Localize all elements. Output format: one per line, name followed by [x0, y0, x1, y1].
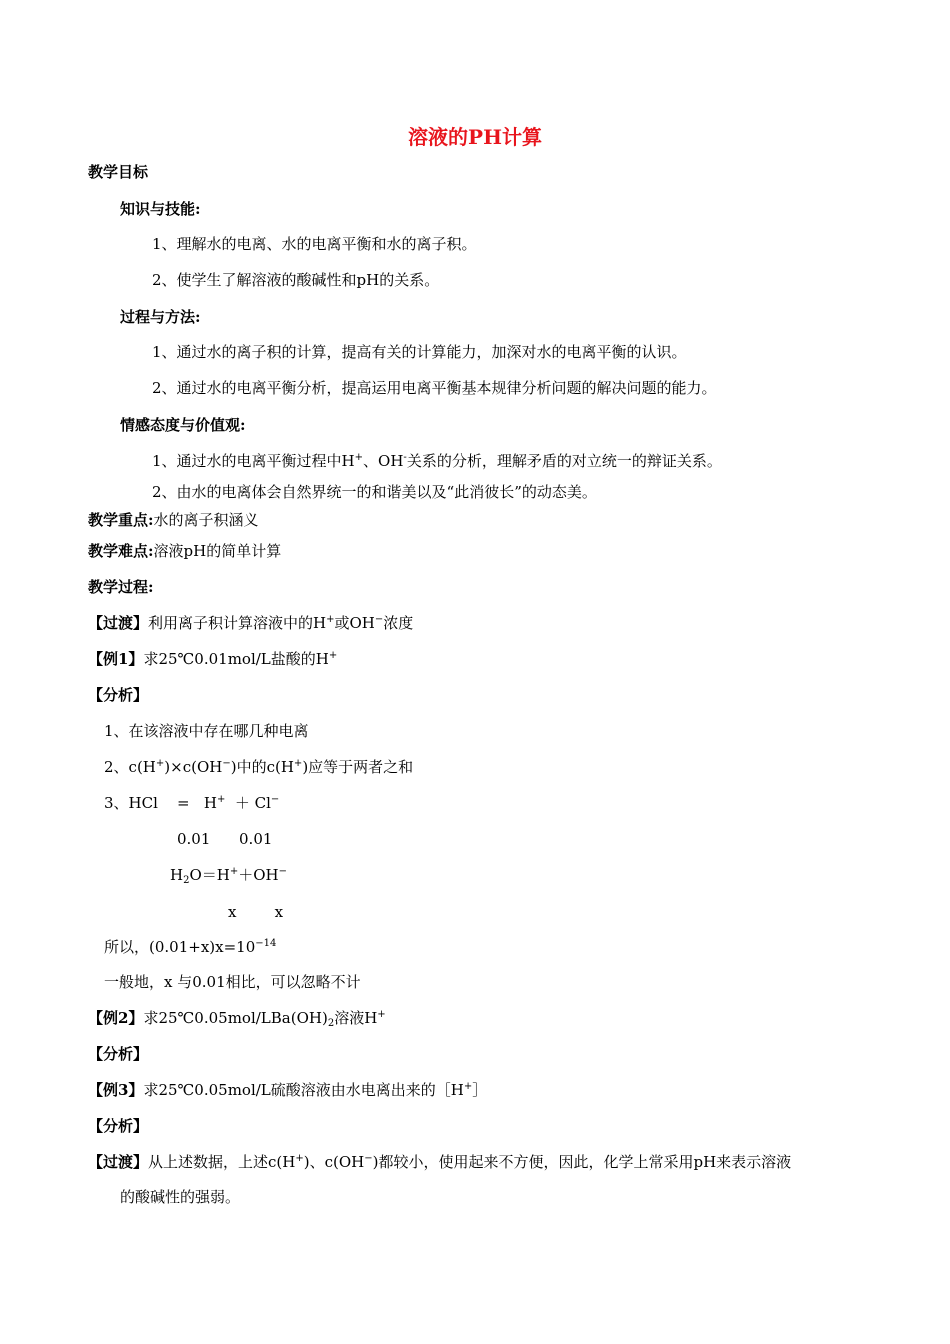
attitude-item-1: 1、通过水的电离平衡过程中H+、OH-关系的分析，理解矛盾的对立统一的辩证关系。: [152, 452, 722, 470]
document-title: 溶液的PH计算: [408, 125, 542, 149]
knowledge-heading: 知识与技能:: [120, 200, 201, 218]
difficulty: 教学难点:溶液pH的简单计算: [88, 542, 282, 560]
transition-1: 【过渡】利用离子积计算溶液中的H+或OH−浓度: [88, 614, 414, 632]
analysis-item-2: 2、c(H+)×c(OH−)中的c(H+)应等于两者之和: [104, 758, 414, 776]
example-1: 【例1】求25℃0.01mol/L盐酸的H+: [88, 650, 338, 668]
attitude-heading: 情感态度与价值观:: [120, 416, 246, 434]
knowledge-item-1: 1、理解水的电离、水的电离平衡和水的离子积。: [152, 235, 477, 253]
process-method-heading: 过程与方法:: [120, 308, 201, 326]
knowledge-item-2: 2、使学生了解溶液的酸碱性和pH的关系。: [152, 271, 440, 289]
analysis-tag-3: 【分析】: [88, 1117, 149, 1135]
example-3: 【例3】求25℃0.05mol/L硫酸溶液由水电离出来的［H+］: [88, 1081, 488, 1099]
process-method-item-1: 1、通过水的离子积的计算，提高有关的计算能力，加深对水的电离平衡的认识。: [152, 343, 687, 361]
transition-2-continued: 的酸碱性的强弱。: [120, 1188, 241, 1206]
hcl-concentrations: 0.01 0.01: [177, 830, 273, 848]
water-equation: $H_2O=H^++OH^-$: [170, 866, 288, 886]
attitude-item-2: 2、由水的电离体会自然界统一的和谐美以及“此消彼长”的动态美。: [152, 483, 597, 501]
analysis-item-1: 1、在该溶液中存在哪几种电离: [104, 722, 309, 740]
example-2: 【例2】求$25℃0.05mol/LBa(OH)_2$溶液H+: [88, 1009, 386, 1029]
key-point: 教学重点:水的离子积涵义: [88, 511, 259, 529]
process-heading: 教学过程:: [88, 578, 154, 596]
so-equation: 所以，$(0.01+x)x=10^{-14}$: [104, 938, 277, 956]
water-concentrations: x x: [228, 903, 284, 921]
analysis-tag-1: 【分析】: [88, 686, 149, 704]
approximation-note: 一般地，x 与0.01相比，可以忽略不计: [104, 973, 361, 991]
objectives-heading: 教学目标: [88, 163, 149, 181]
transition-2: 【过渡】从上述数据，上述c(H+)、c(OH−)都较小，使用起来不方便，因此，化学上常采用pH来表示溶液: [88, 1153, 792, 1171]
hcl-equation: 3、HCl = H+ ＋ Cl−: [104, 794, 280, 812]
analysis-tag-2: 【分析】: [88, 1045, 149, 1063]
process-method-item-2: 2、通过水的电离平衡分析，提高运用电离平衡基本规律分析问题的解决问题的能力。: [152, 379, 717, 397]
